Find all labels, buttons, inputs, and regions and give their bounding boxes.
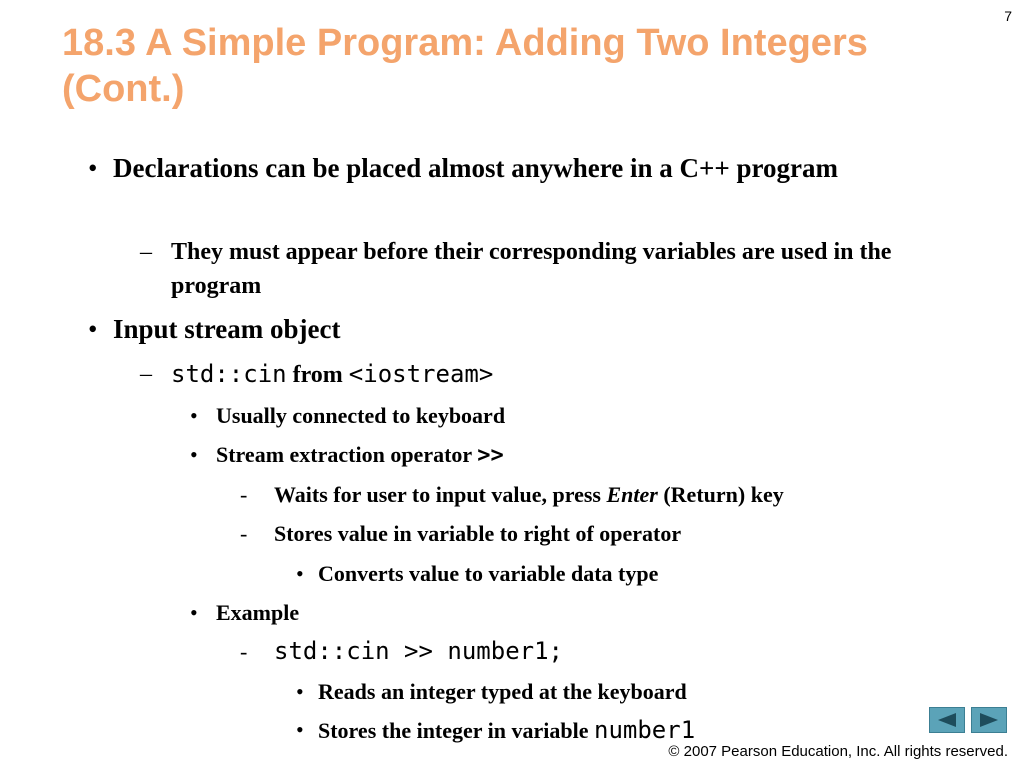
text-from: from [286, 362, 349, 388]
bullet-marker: • [190, 403, 198, 428]
bullet-stores-integer [318, 714, 695, 747]
bullet-example: Example [216, 600, 300, 625]
previous-slide-button[interactable] [929, 707, 965, 733]
slide-number: 7 [1004, 8, 1012, 24]
bullet-marker: • [88, 153, 98, 183]
bullet-input-stream: Input stream object [113, 314, 341, 344]
bullet-stores-value: Stores value in variable to right of operator [274, 521, 682, 546]
dash-marker: - [240, 482, 248, 507]
bullet-converts-type: Converts value to variable data type [318, 561, 659, 586]
code-extraction-op: >> [477, 443, 504, 468]
bullet-marker: • [88, 314, 98, 344]
dash-marker: - [240, 521, 248, 546]
text-enter-key: Enter [606, 482, 658, 507]
dash-marker: – [140, 361, 152, 387]
code-number1: number1 [594, 716, 696, 744]
bullet-keyboard: Usually connected to keyboard [216, 403, 506, 428]
slide-title: 18.3 A Simple Program: Adding Two Integers (Cont.) [62, 22, 868, 110]
bullet-std-cin [171, 357, 493, 392]
bullet-extraction-operator [216, 439, 504, 472]
bullet-declarations: Declarations can be placed almost anywhere in a C++ program [113, 153, 838, 183]
bullet-marker: • [296, 717, 304, 742]
bullet-marker: • [190, 600, 198, 625]
text-return-key: (Return) key [657, 482, 784, 507]
bullet-marker: • [190, 442, 198, 467]
bullet-marker: • [296, 561, 304, 586]
bullet-reads-integer: Reads an integer typed at the keyboard [318, 679, 687, 704]
dash-marker: - [240, 639, 248, 664]
code-iostream: <iostream> [348, 360, 494, 388]
bullet-waits-input [274, 479, 784, 511]
copyright-footer: © 2007 Pearson Education, Inc. All rights reserved. [668, 743, 1008, 760]
next-slide-button[interactable] [971, 707, 1007, 733]
text-stores-integer: Stores the integer in variable [318, 718, 594, 743]
code-example: std::cin >> number1; [274, 637, 563, 665]
bullet-declaration-order: They must appear before their corresponding variables are used in the program [171, 239, 892, 299]
dash-marker: – [140, 239, 152, 265]
triangle-left-icon [936, 712, 958, 728]
text-extraction: Stream extraction operator [216, 442, 478, 467]
code-std-cin: std::cin [171, 360, 287, 388]
bullet-marker: • [296, 679, 304, 704]
triangle-right-icon [978, 712, 1000, 728]
text-waits: Waits for user to input value, press [274, 482, 607, 507]
